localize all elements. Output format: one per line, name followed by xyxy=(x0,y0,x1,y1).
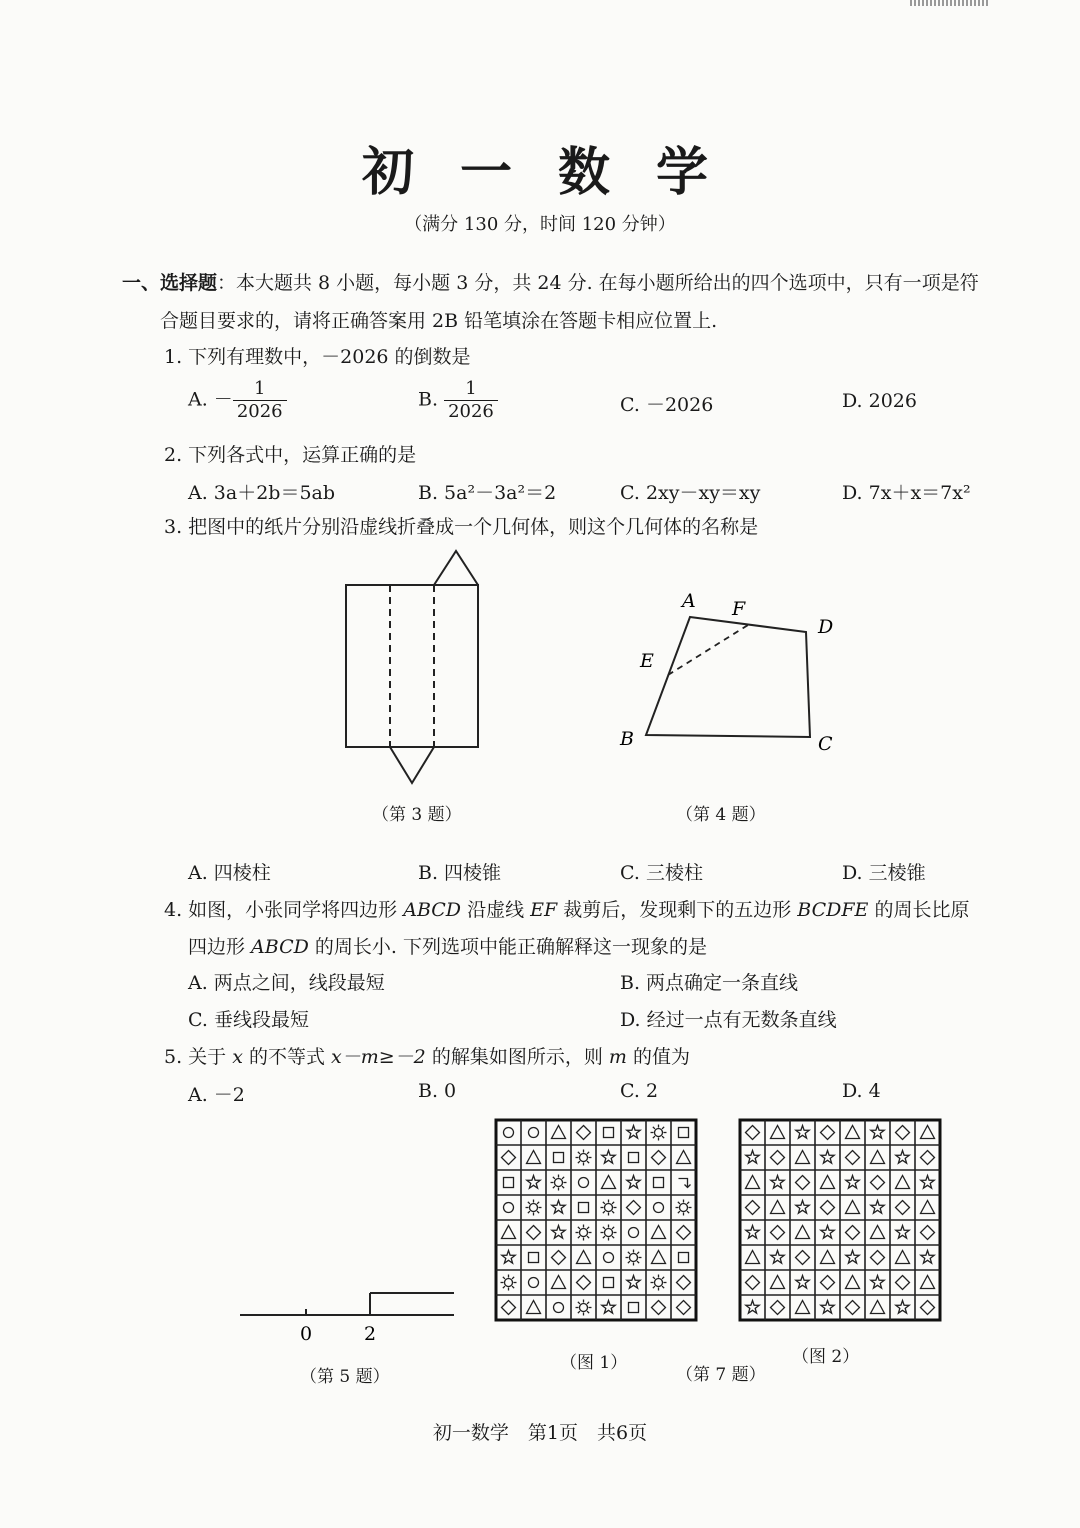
quadrilateral-abcd xyxy=(646,617,810,737)
math-var: EF xyxy=(530,899,558,921)
triangle-icon xyxy=(921,1201,935,1214)
q3-option-a: A. 四棱柱 xyxy=(188,862,271,884)
square-icon xyxy=(604,1128,614,1138)
fraction xyxy=(444,378,498,423)
diamond-icon xyxy=(677,1301,691,1315)
diamond-icon xyxy=(746,1201,760,1215)
triangle-icon xyxy=(552,1276,566,1289)
star-icon xyxy=(896,1301,909,1314)
q5-stem xyxy=(164,1042,690,1069)
arrow-icon xyxy=(679,1179,691,1188)
diamond-icon xyxy=(771,1151,785,1165)
sun-icon xyxy=(601,1200,617,1216)
figure-3-prism-net xyxy=(330,545,500,790)
square-icon xyxy=(504,1178,514,1188)
star-icon xyxy=(746,1226,759,1239)
sun-icon xyxy=(576,1150,592,1166)
q1-option-c: C. －2026 xyxy=(620,394,714,416)
star-icon xyxy=(602,1151,615,1164)
text: 的值为 xyxy=(626,1046,690,1068)
diamond-icon xyxy=(677,1226,691,1240)
triangle-icon xyxy=(821,1251,835,1264)
diamond-icon xyxy=(577,1126,591,1140)
diamond-icon xyxy=(652,1151,666,1165)
circle-icon xyxy=(629,1228,639,1238)
diamond-icon xyxy=(846,1226,860,1240)
tick-label: 0 xyxy=(300,1323,313,1345)
q1-option-d: D. 2026 xyxy=(842,390,917,412)
section-intro-line2: 合题目要求的，请将正确答案用 2B 铅笔填涂在答题卡相应位置上. xyxy=(160,310,718,332)
section-intro-line1 xyxy=(122,268,979,295)
q4-option-a: A. 两点之间，线段最短 xyxy=(188,972,385,994)
star-icon xyxy=(552,1226,565,1239)
numerator: 1 xyxy=(444,378,498,401)
diamond-icon xyxy=(821,1201,835,1215)
figure-7-caption: （第 7 题） xyxy=(676,1365,766,1385)
math-var: ABCD xyxy=(251,936,309,958)
title-char: 学 xyxy=(656,143,719,203)
figure-7-grid-1-label: （图 1） xyxy=(560,1353,628,1373)
triangle-icon xyxy=(921,1126,935,1139)
title-char: 初 xyxy=(361,143,424,203)
text: 的不等式 xyxy=(242,1046,332,1068)
triangle-icon xyxy=(502,1226,516,1239)
diamond-icon xyxy=(771,1226,785,1240)
square-icon xyxy=(654,1178,664,1188)
diamond-icon xyxy=(896,1126,910,1140)
star-icon xyxy=(771,1251,784,1264)
option-label: A. － xyxy=(188,388,233,411)
triangle-icon xyxy=(771,1276,785,1289)
text: 4. 如图，小张同学将四边形 xyxy=(164,899,404,921)
triangle-icon xyxy=(796,1301,810,1314)
circle-icon xyxy=(579,1178,589,1188)
q5-option-a: A. －2 xyxy=(188,1084,245,1106)
sun-icon xyxy=(601,1225,617,1241)
star-icon xyxy=(796,1201,809,1214)
star-icon xyxy=(921,1176,934,1189)
square-icon xyxy=(529,1253,539,1263)
title-char: 一 xyxy=(459,143,522,203)
sun-icon xyxy=(551,1175,567,1191)
circle-icon xyxy=(604,1253,614,1263)
diamond-icon xyxy=(921,1151,935,1165)
triangle-icon xyxy=(921,1276,935,1289)
triangle-icon xyxy=(896,1251,910,1264)
circle-icon xyxy=(529,1278,539,1288)
star-icon xyxy=(871,1201,884,1214)
figure-7-grid-2 xyxy=(738,1118,942,1322)
diamond-icon xyxy=(627,1201,641,1215)
triangle-icon xyxy=(552,1126,566,1139)
square-icon xyxy=(629,1303,639,1313)
vertex-label: B xyxy=(620,728,634,750)
diamond-icon xyxy=(577,1276,591,1290)
star-icon xyxy=(821,1151,834,1164)
sun-icon xyxy=(576,1300,592,1316)
diamond-icon xyxy=(527,1226,541,1240)
star-icon xyxy=(896,1151,909,1164)
square-icon xyxy=(554,1153,564,1163)
q2-option-c: C. 2xy－xy＝xy xyxy=(620,482,761,504)
vertex-label: E xyxy=(640,650,654,672)
tick-label: 2 xyxy=(364,1323,377,1345)
page-footer: 初一数学 第1页 共6页 xyxy=(432,1422,648,1444)
star-icon xyxy=(602,1301,615,1314)
star-icon xyxy=(627,1276,640,1289)
diamond-icon xyxy=(821,1276,835,1290)
title-char: 数 xyxy=(558,143,621,203)
sun-icon xyxy=(501,1275,517,1291)
vertex-label: A xyxy=(682,590,696,612)
diamond-icon xyxy=(871,1251,885,1265)
triangle-icon xyxy=(577,1251,591,1264)
figure-4-quadrilateral xyxy=(610,585,850,765)
triangle-icon xyxy=(677,1151,691,1164)
star-icon xyxy=(846,1251,859,1264)
diamond-icon xyxy=(502,1151,516,1165)
diamond-icon xyxy=(821,1126,835,1140)
q4-stem-line1 xyxy=(164,895,969,922)
q3-stem: 3. 把图中的纸片分别沿虚线折叠成一个几何体，则这个几何体的名称是 xyxy=(164,516,759,538)
figure-5-number-line xyxy=(236,1285,466,1350)
net-rectangle xyxy=(346,585,478,747)
star-icon xyxy=(771,1176,784,1189)
triangle-icon xyxy=(652,1251,666,1264)
math-var: BCDFE xyxy=(797,899,869,921)
diamond-icon xyxy=(896,1276,910,1290)
page-title xyxy=(0,130,1080,205)
math-var: m xyxy=(608,1046,627,1068)
star-icon xyxy=(627,1126,640,1139)
bottom-triangle xyxy=(390,747,434,783)
q3-option-b: B. 四棱锥 xyxy=(418,862,502,884)
triangle-icon xyxy=(527,1301,541,1314)
square-icon xyxy=(629,1153,639,1163)
star-icon xyxy=(746,1151,759,1164)
q5-option-b: B. 0 xyxy=(418,1080,457,1102)
diamond-icon xyxy=(796,1176,810,1190)
vertex-label: F xyxy=(732,598,746,620)
star-icon xyxy=(871,1276,884,1289)
circle-icon xyxy=(529,1128,539,1138)
text: 的解集如图所示，则 xyxy=(425,1046,609,1068)
figure-4-caption: （第 4 题） xyxy=(676,805,766,825)
diamond-icon xyxy=(771,1301,785,1315)
star-icon xyxy=(896,1226,909,1239)
triangle-icon xyxy=(796,1226,810,1239)
star-icon xyxy=(746,1301,759,1314)
sun-icon xyxy=(526,1200,542,1216)
q2-option-d: D. 7x＋x＝7x² xyxy=(842,482,971,504)
figure-7-grid-1 xyxy=(494,1118,698,1322)
triangle-icon xyxy=(871,1151,885,1164)
q1-option-a xyxy=(188,378,287,423)
vertex-label: C xyxy=(818,733,833,755)
q3-option-c: C. 三棱柱 xyxy=(620,862,703,884)
text: 四边形 xyxy=(188,936,252,958)
diamond-icon xyxy=(746,1126,760,1140)
circle-icon xyxy=(504,1128,514,1138)
figure-5-caption: （第 5 题） xyxy=(300,1367,390,1387)
text: 裁剪后，发现剩下的五边形 xyxy=(557,899,798,921)
q5-option-c: C. 2 xyxy=(620,1080,659,1102)
vertex-label: D xyxy=(818,616,834,638)
star-icon xyxy=(821,1226,834,1239)
star-icon xyxy=(796,1126,809,1139)
subtitle: （满分 130 分，时间 120 分钟） xyxy=(404,214,676,235)
math-var: ABCD xyxy=(403,899,462,921)
q4-option-d: D. 经过一点有无数条直线 xyxy=(620,1009,837,1031)
figure-7-grid-2-label: （图 2） xyxy=(792,1347,860,1367)
diamond-icon xyxy=(846,1151,860,1165)
sun-icon xyxy=(651,1275,667,1291)
star-icon xyxy=(921,1251,934,1264)
text: 5. 关于 xyxy=(164,1046,233,1068)
q4-option-b: B. 两点确定一条直线 xyxy=(620,972,799,994)
q1-option-b xyxy=(418,378,498,423)
numerator: 1 xyxy=(233,378,287,401)
triangle-icon xyxy=(846,1201,860,1214)
diamond-icon xyxy=(552,1251,566,1265)
q3-option-d: D. 三棱锥 xyxy=(842,862,926,884)
circle-icon xyxy=(554,1303,564,1313)
triangle-icon xyxy=(896,1176,910,1189)
text: 的周长小. 下列选项中能正确解释这一现象的是 xyxy=(308,936,707,958)
triangle-icon xyxy=(796,1151,810,1164)
triangle-icon xyxy=(871,1301,885,1314)
sun-icon xyxy=(651,1125,667,1141)
star-icon xyxy=(846,1176,859,1189)
diamond-icon xyxy=(921,1301,935,1315)
diamond-icon xyxy=(677,1276,691,1290)
scan-edge-mark xyxy=(910,0,990,6)
star-icon xyxy=(502,1251,515,1264)
text: 沿虚线 xyxy=(461,899,531,921)
fraction xyxy=(233,378,287,423)
triangle-icon xyxy=(771,1201,785,1214)
section-heading: 一、选择题 xyxy=(122,272,218,294)
square-icon xyxy=(679,1253,689,1263)
diamond-icon xyxy=(652,1301,666,1315)
triangle-icon xyxy=(846,1276,860,1289)
diamond-icon xyxy=(846,1301,860,1315)
triangle-icon xyxy=(871,1226,885,1239)
q2-option-a: A. 3a＋2b＝5ab xyxy=(188,482,336,504)
sun-icon xyxy=(576,1225,592,1241)
top-triangle xyxy=(434,551,478,585)
q1-stem: 1. 下列有理数中，－2026 的倒数是 xyxy=(164,346,471,368)
q4-stem-line2 xyxy=(188,932,707,959)
math-expr: x－m≥－2 xyxy=(331,1046,426,1068)
cut-line-ef xyxy=(668,625,748,675)
star-icon xyxy=(552,1201,565,1214)
star-icon xyxy=(871,1126,884,1139)
diamond-icon xyxy=(896,1201,910,1215)
q2-stem: 2. 下列各式中，运算正确的是 xyxy=(164,444,417,466)
sun-icon xyxy=(676,1200,692,1216)
triangle-icon xyxy=(771,1126,785,1139)
math-var: x xyxy=(232,1046,243,1068)
section-text: ：本大题共 8 小题，每小题 3 分，共 24 分. 在每小题所给出的四个选项中，只有一项是符 xyxy=(217,272,979,294)
q4-option-c: C. 垂线段最短 xyxy=(188,1009,309,1031)
q5-option-d: D. 4 xyxy=(842,1080,881,1102)
figure-3-caption: （第 3 题） xyxy=(372,805,462,825)
star-icon xyxy=(527,1176,540,1189)
triangle-icon xyxy=(527,1151,541,1164)
text: 的周长比原 xyxy=(868,899,970,921)
diamond-icon xyxy=(796,1251,810,1265)
circle-icon xyxy=(504,1203,514,1213)
star-icon xyxy=(821,1301,834,1314)
diamond-icon xyxy=(502,1301,516,1315)
option-label: B. xyxy=(418,388,439,411)
q2-option-b: B. 5a²－3a²＝2 xyxy=(418,482,557,504)
star-icon xyxy=(796,1276,809,1289)
diamond-icon xyxy=(921,1226,935,1240)
square-icon xyxy=(679,1128,689,1138)
denominator: 2026 xyxy=(448,401,494,422)
diamond-icon xyxy=(746,1276,760,1290)
circle-icon xyxy=(654,1203,664,1213)
triangle-icon xyxy=(846,1126,860,1139)
triangle-icon xyxy=(746,1176,760,1189)
denominator: 2026 xyxy=(236,401,283,422)
star-icon xyxy=(627,1176,640,1189)
triangle-icon xyxy=(746,1251,760,1264)
triangle-icon xyxy=(821,1176,835,1189)
square-icon xyxy=(579,1203,589,1213)
square-icon xyxy=(604,1278,614,1288)
triangle-icon xyxy=(602,1176,616,1189)
triangle-icon xyxy=(652,1226,666,1239)
sun-icon xyxy=(626,1250,642,1266)
diamond-icon xyxy=(871,1176,885,1190)
